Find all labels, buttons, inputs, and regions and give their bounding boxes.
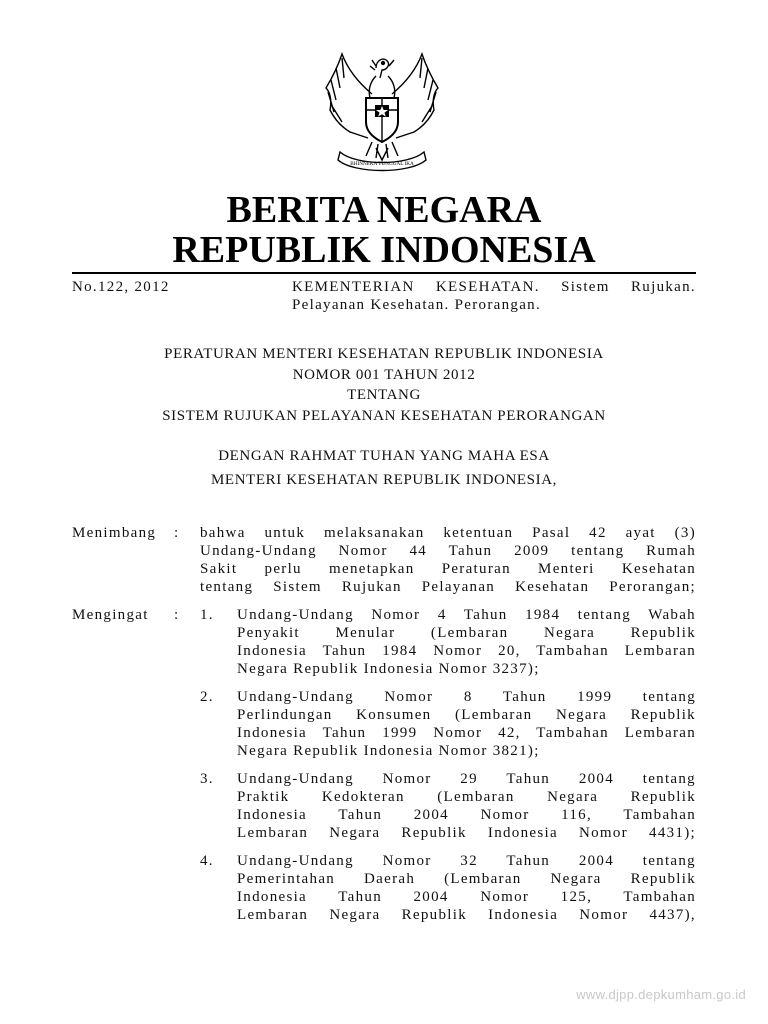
- item-line: Indonesia Tahun 2004 Nomor 125, Tambahan: [237, 889, 696, 905]
- document-number: No.122, 2012: [72, 279, 170, 295]
- preamble-line-2: MENTERI KESEHATAN REPUBLIK INDONESIA,: [211, 472, 557, 488]
- item-line: Pemerintahan Daerah (Lembaran Negara Republik: [237, 871, 696, 887]
- item-line: Undang-Undang Nomor 4 Tahun 1984 tentang Wabah: [237, 607, 696, 623]
- item-line: Undang-Undang Nomor 29 Tahun 2004 tentang: [237, 771, 696, 787]
- mengingat-item-text: [237, 852, 696, 924]
- menimbang-colon: :: [174, 525, 180, 541]
- item-line: Praktik Kedokteran (Lembaran Negara Republik: [237, 789, 696, 805]
- title-line-2: REPUBLIK INDONESIA: [172, 229, 596, 271]
- motto-text: BHINNEKA TUNGGAL IKA: [350, 161, 414, 167]
- mengingat-item-number: 3.: [200, 771, 214, 787]
- regulation-tentang: TENTANG: [347, 387, 421, 403]
- regulation-subject: SISTEM RUJUKAN PELAYANAN KESEHATAN PERORANGAN: [162, 407, 606, 424]
- item-line: Lembaran Negara Republik Indonesia Nomor 4437),: [237, 907, 696, 923]
- item-line: Indonesia Tahun 1984 Nomor 20, Tambahan Lembaran: [237, 643, 696, 659]
- menimbang-label: Menimbang: [72, 525, 157, 541]
- menimbang-line: Undang-Undang Nomor 44 Tahun 2009 tentang Rumah: [200, 543, 696, 559]
- menimbang-line: Sakit perlu menetapkan Peraturan Menteri Kesehatan: [200, 561, 696, 577]
- menimbang-text: [200, 524, 696, 596]
- item-line: Undang-Undang Nomor 8 Tahun 1999 tentang: [237, 689, 696, 705]
- ministry-line-1: KEMENTERIAN KESEHATAN. Sistem Rujukan.: [292, 279, 696, 295]
- mengingat-item-text: [237, 688, 696, 760]
- regulation-number: NOMOR 001 TAHUN 2012: [292, 366, 476, 383]
- mengingat-item-text: [237, 770, 696, 842]
- mengingat-item-number: 2.: [200, 689, 214, 705]
- title-line-1: BERITA NEGARA: [226, 189, 542, 231]
- menimbang-line: tentang Sistem Rujukan Pelayanan Kesehatan Perorangan;: [200, 579, 696, 595]
- mengingat-colon: :: [174, 607, 180, 623]
- source-watermark: www.djpp.depkumham.go.id: [576, 987, 746, 1002]
- preamble-heading: [0, 446, 768, 494]
- item-line: Negara Republik Indonesia Nomor 3821);: [237, 743, 540, 759]
- regulation-title: PERATURAN MENTERI KESEHATAN REPUBLIK INDONESIA: [164, 346, 604, 362]
- item-line: Indonesia Tahun 2004 Nomor 116, Tambahan: [237, 807, 696, 823]
- item-line: Penyakit Menular (Lembaran Negara Republik: [237, 625, 696, 641]
- mengingat-item-number: 4.: [200, 853, 214, 869]
- mengingat-item-number: 1.: [200, 607, 214, 623]
- mengingat-label: Mengingat: [72, 607, 149, 623]
- mengingat-item-text: [237, 606, 696, 678]
- item-line: Lembaran Negara Republik Indonesia Nomor 4431);: [237, 825, 696, 841]
- preamble-line-1: DENGAN RAHMAT TUHAN YANG MAHA ESA: [218, 448, 550, 464]
- regulation-heading: [0, 344, 768, 426]
- menimbang-line: bahwa untuk melaksanakan ketentuan Pasal 42 ayat (3): [200, 525, 696, 541]
- ministry-line-2: Pelayanan Kesehatan. Perorangan.: [292, 297, 542, 313]
- item-line: Indonesia Tahun 1999 Nomor 42, Tambahan Lembaran: [237, 725, 696, 741]
- garuda-emblem-icon: [320, 48, 444, 176]
- item-line: Undang-Undang Nomor 32 Tahun 2004 tentang: [237, 853, 696, 869]
- title-divider: [72, 272, 696, 274]
- ministry-subject: [292, 278, 696, 314]
- item-line: Negara Republik Indonesia Nomor 3237);: [237, 661, 540, 677]
- item-line: Perlindungan Konsumen (Lembaran Negara Republik: [237, 707, 696, 723]
